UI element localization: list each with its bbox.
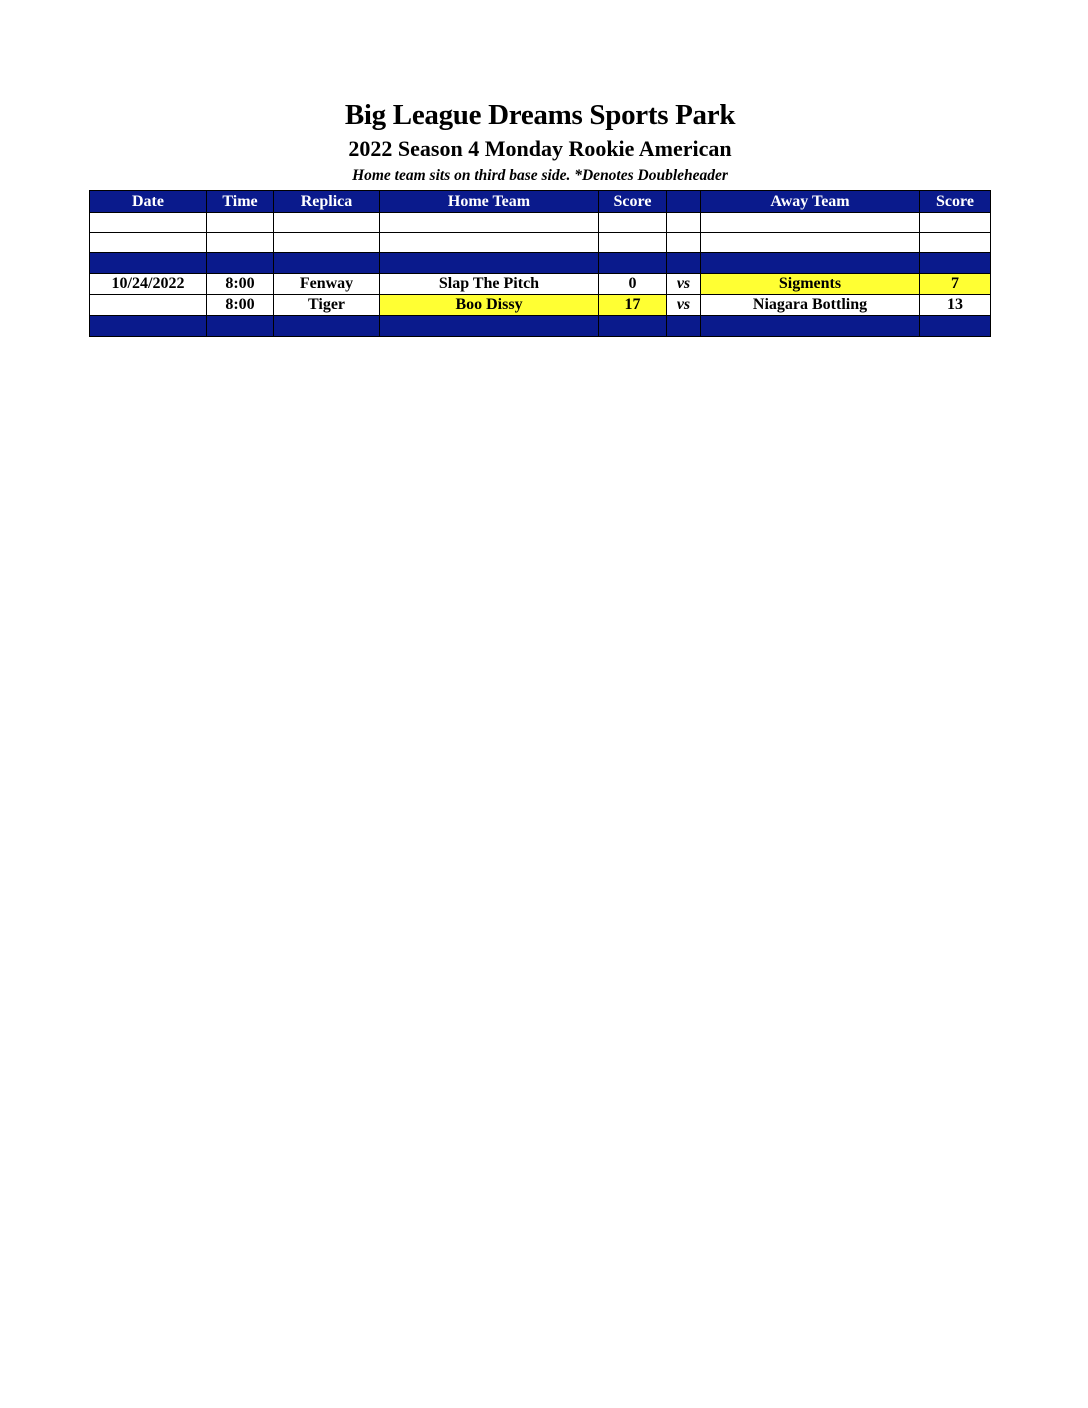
schedule-table: [89, 190, 991, 337]
away-score: 7: [920, 274, 991, 295]
column-header-away-team: Away Team: [701, 191, 920, 213]
home-team: Slap The Pitch: [380, 274, 599, 295]
vs-label: vs: [667, 274, 701, 295]
separator-band: [90, 316, 991, 337]
page-title: Big League Dreams Sports Park: [344, 99, 736, 131]
column-header-time: Time: [207, 191, 274, 213]
game-field: Fenway: [274, 274, 380, 295]
game-time: 8:00: [207, 274, 274, 295]
column-header-replica: Replica: [274, 191, 380, 213]
away-team: Niagara Bottling: [701, 295, 920, 316]
away-team: Sigments: [701, 274, 920, 295]
game-row: [90, 274, 991, 295]
column-header-home-team: Home Team: [380, 191, 599, 213]
empty-row: [90, 213, 991, 233]
column-header-date: Date: [90, 191, 207, 213]
empty-row: [90, 233, 991, 253]
game-date: [90, 295, 207, 316]
column-header-away-score: Score: [920, 191, 991, 213]
away-score: 13: [920, 295, 991, 316]
vs-label: vs: [667, 295, 701, 316]
game-row: [90, 295, 991, 316]
table-header-row: [90, 191, 991, 213]
page-subtitle: 2022 Season 4 Monday Rookie American: [348, 136, 732, 161]
column-header-home-score: Score: [599, 191, 667, 213]
home-team: Boo Dissy: [380, 295, 599, 316]
game-time: 8:00: [207, 295, 274, 316]
home-score: 17: [599, 295, 667, 316]
schedule-note: Home team sits on third base side. *Denotes Doubleheader: [352, 167, 728, 184]
column-header-vs: [667, 191, 701, 213]
home-score: 0: [599, 274, 667, 295]
game-field: Tiger: [274, 295, 380, 316]
separator-band: [90, 253, 991, 274]
game-date: 10/24/2022: [90, 274, 207, 295]
